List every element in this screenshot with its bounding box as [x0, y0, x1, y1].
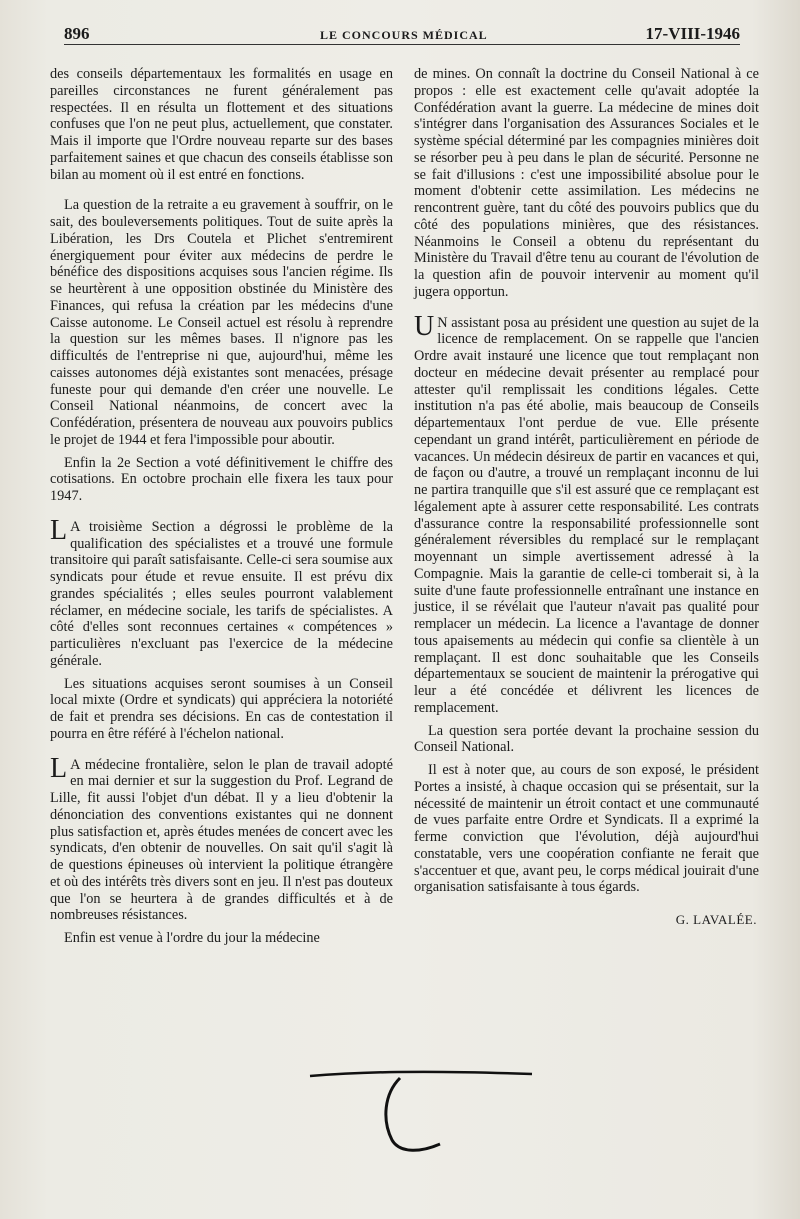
paragraph: Enfin est venue à l'ordre du jour la médecine	[64, 930, 320, 946]
paragraph: Il est à noter que, au cours de son exposé, le président Portes a insisté, à chaque occasion qui se présentait, sur la nécessité de maintenir un étroit contact et une communauté de vues parfaite entre Ordre et Syndicats. Il a exprimé la ferme conviction que l'évolution, déjà aujourd'hui constatable, vers une coopération confiante ne ferait que s'accentuer et que, avant peu, le corps médical jouirait d'une organisation satisfaisante à tous égards.	[414, 762, 759, 896]
paragraph-text: N assistant posa au président une question au sujet de la licence de remplacement. On se rappelle que l'ancien Ordre avait instauré une licence que tout remplaçant non docteur en médecine devait présenter au remplacé pour attester qu'il remplissait les conditions légales. Cette institution n'a pas été abolie, mais beaucoup de Conseils départementaux l'ont perdue de vue. Elle présente cependant un grand intérêt, particulièrement en période de vacances. Un médecin désireux de partir en vacances et qui, de façon ou d'autre, a trouvé un remplaçant inconnu de lui ne partira tranquille que s'il est assuré que ce remplaçant est légalement apte à assurer cette responsabilité. Les contrats d'assurance contre la responsabilité professionnelle sont généralement réversibles du remplacé sur le remplaçant moyennant un simple avertissement adressé à la Compagnie. Mais la garantie de celle-ci tomberait si, à la suite d'une faute professionnelle entraînant une instance en justice, il se révélait que l'auteur n'avait pas qualité pour remplacer un médecin. La licence a l'avantage de donner tous apaisements au médecin qui confie sa clientèle à un remplaçant. Il est donc souhaitable que les Conseils départementaux se soucient de maintenir la prérogative qui leur a été concédée et délivrent les licences de remplacement.	[414, 314, 759, 716]
end-flourish	[300, 1060, 540, 1160]
journal-title: LE CONCOURS MÉDICAL	[320, 28, 488, 42]
paragraph-section	[50, 752, 393, 925]
paragraph: de mines. On connaît la doctrine du Conseil National à ce propos : elle est exactement celle qu'avait adoptée la Confédération avant la guerre. La médecine de mines doit s'intégrer dans l'organisation des Assurances Sociales et le système spécial déterminé par les compagnies minières doit se résorber peu à peu dans le plan de sécurité. Personne ne se fait d'illusions : c'est une impossibilité absolue pour le moment d'obtenir cette assimilation. Les médecins ne rencontrent guère, tant du côté des pouvoirs publics que du côté des populations minières, que des résistances. Néanmoins le Conseil a obtenu du représentant du Ministère du Travail d'être tenu au courant de l'évolution de la question afin de pouvoir intervenir au moment qu'il jugera opportun.	[414, 66, 759, 300]
left-column	[50, 66, 393, 947]
issue-date: 17-VIII-1946	[645, 24, 740, 43]
drop-cap: U	[414, 310, 435, 342]
paragraph-section	[414, 310, 759, 717]
paragraph: La question de la retraite a eu gravement à souffrir, on le sait, des bouleversements politiques. Tout de suite après la Libération, les Drs Coutela et Plichet s'entremirent énergiquement pour éviter aux médecins de perdre le bénéfice des dispositions acquises sous l'ancien régime. Ils se heurtèrent à une opposition obstinée du Ministère des Finances, qui refusa la création par les médecins d'une Caisse autonome. Le Conseil actuel est résolu à reprendre la question sur les mêmes bases. Il n'ignore pas les difficultés de l'entreprise ni que, aujourd'hui, même les caisses autonomes déjà existantes sont menacées, présage funeste pour qui demande d'en créer une nouvelle. Le Conseil National néanmoins, de concert avec la Confédération, présentera de nouveau aux pouvoirs publics le projet de 1944 et fera l'impossible pour aboutir.	[50, 197, 393, 448]
paragraph: des conseils départementaux les formalités en usage en pareilles circonstances ne furent généralement pas respectées. Il en résulta un flottement et des situations confuses que l'on ne peut plus, actuellement, que constater. Mais il importe que l'Ordre nouveau reparte sur des bases parfaitement saines et que chacun des conseils établisse son bilan au moment où il est entré en fonctions.	[50, 66, 393, 183]
paragraph: Les situations acquises seront soumises à un Conseil local mixte (Ordre et syndicats) qui appréciera la notoriété de fait et prendra ses décisions. En cas de contestation il pourra en être référé à l'échelon national.	[50, 675, 393, 742]
paragraph-text: A troisième Section a dégrossi le problème de la qualification des spécialistes et a trouvé une formule transitoire qui paraît satisfaisante. Celle-ci sera soumise aux syndicats pour étude et revue ensuite. Il est prévu dix grandes spécialités ; elles seules pourront valablement réclamer, en médecine sociale, les tarifs de spécialistes. A côté d'elles sont reconnues certaines « compétences » particulières n'excluant pas l'exercice de la médecine générale.	[50, 518, 394, 669]
paragraph: La question sera portée devant la prochaine session du Conseil National.	[414, 722, 759, 756]
drop-cap: L	[50, 514, 68, 546]
paragraph-section	[50, 514, 394, 670]
right-column	[414, 66, 759, 929]
paragraph-text: A médecine frontalière, selon le plan de travail adopté en mai dernier et sur la suggestion du Prof. Legrand de Lille, fit aussi l'objet d'un débat. Il y a lieu d'obtenir la dénonciation des conventions existantes qui ne donnent plus satisfaction et, après études menées de concert avec les syndicats, d'en obtenir de nouvelles. On sait qu'il s'agit là de questions épineuses où intervient la politique étrangère et où des intérêts très divers sont en jeu. Il n'est pas douteux que l'on se heurtera à de grandes difficultés et à de nombreuses résistances.	[50, 756, 393, 924]
author-signature: G. LAVALÉE.	[675, 912, 757, 927]
page-number: 896	[64, 24, 90, 43]
drop-cap: L	[50, 752, 68, 784]
header-rule	[64, 44, 740, 45]
paragraph: Enfin la 2e Section a voté définitivement le chiffre des cotisations. En octobre prochain elle fixera les taux pour 1947.	[50, 454, 393, 504]
